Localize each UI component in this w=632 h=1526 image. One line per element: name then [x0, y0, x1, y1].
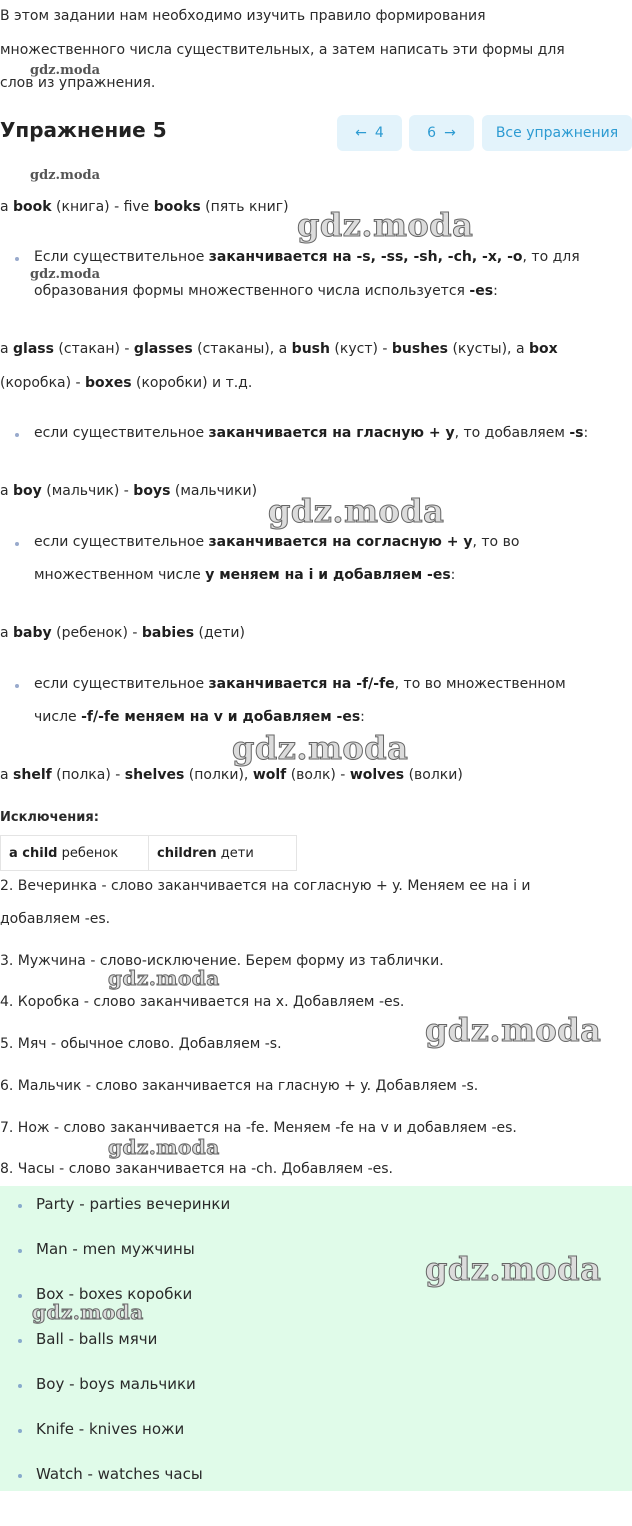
watermark: gdz.moda — [297, 206, 474, 244]
bullet-dot — [18, 1339, 22, 1343]
table-cell: children дети — [149, 836, 297, 871]
page-title: Упражнение 5 — [0, 118, 167, 142]
explanation-8: 8. Часы - слово заканчивается на -ch. Добавляем -es. — [0, 1161, 393, 1177]
bullet-dot — [15, 257, 19, 261]
explanation-3: 3. Мужчина - слово-исключение. Берем форму из таблички. — [0, 953, 444, 969]
watermark: gdz.moda — [30, 63, 101, 78]
example-glass-line-1: a glass (стакан) - glasses (стаканы), a bush (куст) - bushes (кусты), a box — [0, 341, 558, 357]
example-glass-line-2: (коробка) - boxes (коробки) и т.д. — [0, 375, 253, 391]
intro-line-1: В этом задании нам необходимо изучить правило формирования — [0, 8, 486, 24]
watermark: gdz.moda — [108, 1135, 220, 1159]
prev-exercise-label: 4 — [374, 125, 384, 141]
intro-line-2: множественного числа существительных, а затем написать эти формы для — [0, 42, 565, 58]
next-exercise-button[interactable] — [409, 115, 474, 151]
explanation-4: 4. Коробка - слово заканчивается на x. Добавляем -es. — [0, 994, 405, 1010]
watermark: gdz.moda — [425, 1011, 602, 1049]
arrow-left-icon: ← — [355, 125, 367, 141]
all-exercises-button[interactable] — [482, 115, 632, 151]
next-exercise-label: 6 — [427, 125, 437, 141]
example-baby: a baby (ребенок) - babies (дети) — [0, 625, 245, 641]
bullet-dot — [18, 1384, 22, 1388]
rule-vowel-y: если существительное заканчивается на гласную + y, то добавляем -s: — [34, 425, 589, 441]
bullet-dot — [18, 1474, 22, 1478]
answer-item: Box - boxes коробки — [36, 1285, 193, 1303]
rule-consonant-y-line-2: множественном числе y меняем на i и добавляем -es: — [34, 567, 456, 583]
watermark: gdz.moda — [30, 168, 101, 183]
bullet-dot — [15, 684, 19, 688]
table-cell: a child ребенок — [1, 836, 149, 871]
watermark: gdz.moda — [425, 1250, 602, 1288]
all-exercises-label: Все упражнения — [495, 125, 619, 141]
exceptions-title: Исключения: — [0, 810, 99, 825]
rule-consonant-y-line-1: если существительное заканчивается на согласную + y, то во — [34, 534, 520, 550]
watermark: gdz.moda — [268, 492, 445, 530]
example-shelf: a shelf (полка) - shelves (полки), wolf (волк) - wolves (волки) — [0, 767, 463, 783]
example-book: a book (книга) - five books (пять книг) — [0, 199, 289, 215]
bullet-dot — [15, 433, 19, 437]
explanation-2-line-1: 2. Вечеринка - слово заканчивается на согласную + y. Меняем ее на i и — [0, 878, 531, 894]
watermark: gdz.moda — [232, 729, 409, 767]
rule-f-fe-line-1: если существительное заканчивается на -f/-fe, то во множественном — [34, 676, 566, 692]
explanation-2-line-2: добавляем -es. — [0, 911, 111, 927]
answer-item: Ball - balls мячи — [36, 1330, 158, 1348]
table-row — [1, 836, 297, 871]
bullet-dot — [18, 1204, 22, 1208]
bullet-dot — [15, 542, 19, 546]
answer-item: Knife - knives ножи — [36, 1420, 185, 1438]
rule-es-line-1: Если существительное заканчивается на -s, -ss, -sh, -ch, -x, -o, то для — [34, 249, 580, 265]
explanation-6: 6. Мальчик - слово заканчивается на гласную + y. Добавляем -s. — [0, 1078, 479, 1094]
explanation-5: 5. Мяч - обычное слово. Добавляем -s. — [0, 1036, 282, 1052]
intro-line-3: слов из упражнения. — [0, 75, 156, 91]
answer-item: Boy - boys мальчики — [36, 1375, 196, 1393]
bullet-dot — [18, 1249, 22, 1253]
rule-f-fe-line-2: числе -f/-fe меняем на v и добавляем -es: — [34, 709, 365, 725]
exceptions-table — [0, 835, 297, 871]
answer-item: Party - parties вечеринки — [36, 1195, 231, 1213]
arrow-right-icon: → — [444, 125, 456, 141]
bullet-dot — [18, 1429, 22, 1433]
answer-item: Watch - watches часы — [36, 1465, 203, 1483]
prev-exercise-button[interactable] — [337, 115, 402, 151]
watermark: gdz.moda — [108, 966, 220, 990]
watermark: gdz.moda — [32, 1300, 144, 1324]
bullet-dot — [18, 1294, 22, 1298]
answer-item: Man - men мужчины — [36, 1240, 195, 1258]
example-boy: a boy (мальчик) - boys (мальчики) — [0, 483, 258, 499]
explanation-7: 7. Нож - слово заканчивается на -fe. Меняем -fe на v и добавляем -es. — [0, 1120, 517, 1136]
rule-es-line-2: образования формы множественного числа используется -es: — [34, 283, 498, 299]
watermark: gdz.moda — [30, 267, 101, 282]
